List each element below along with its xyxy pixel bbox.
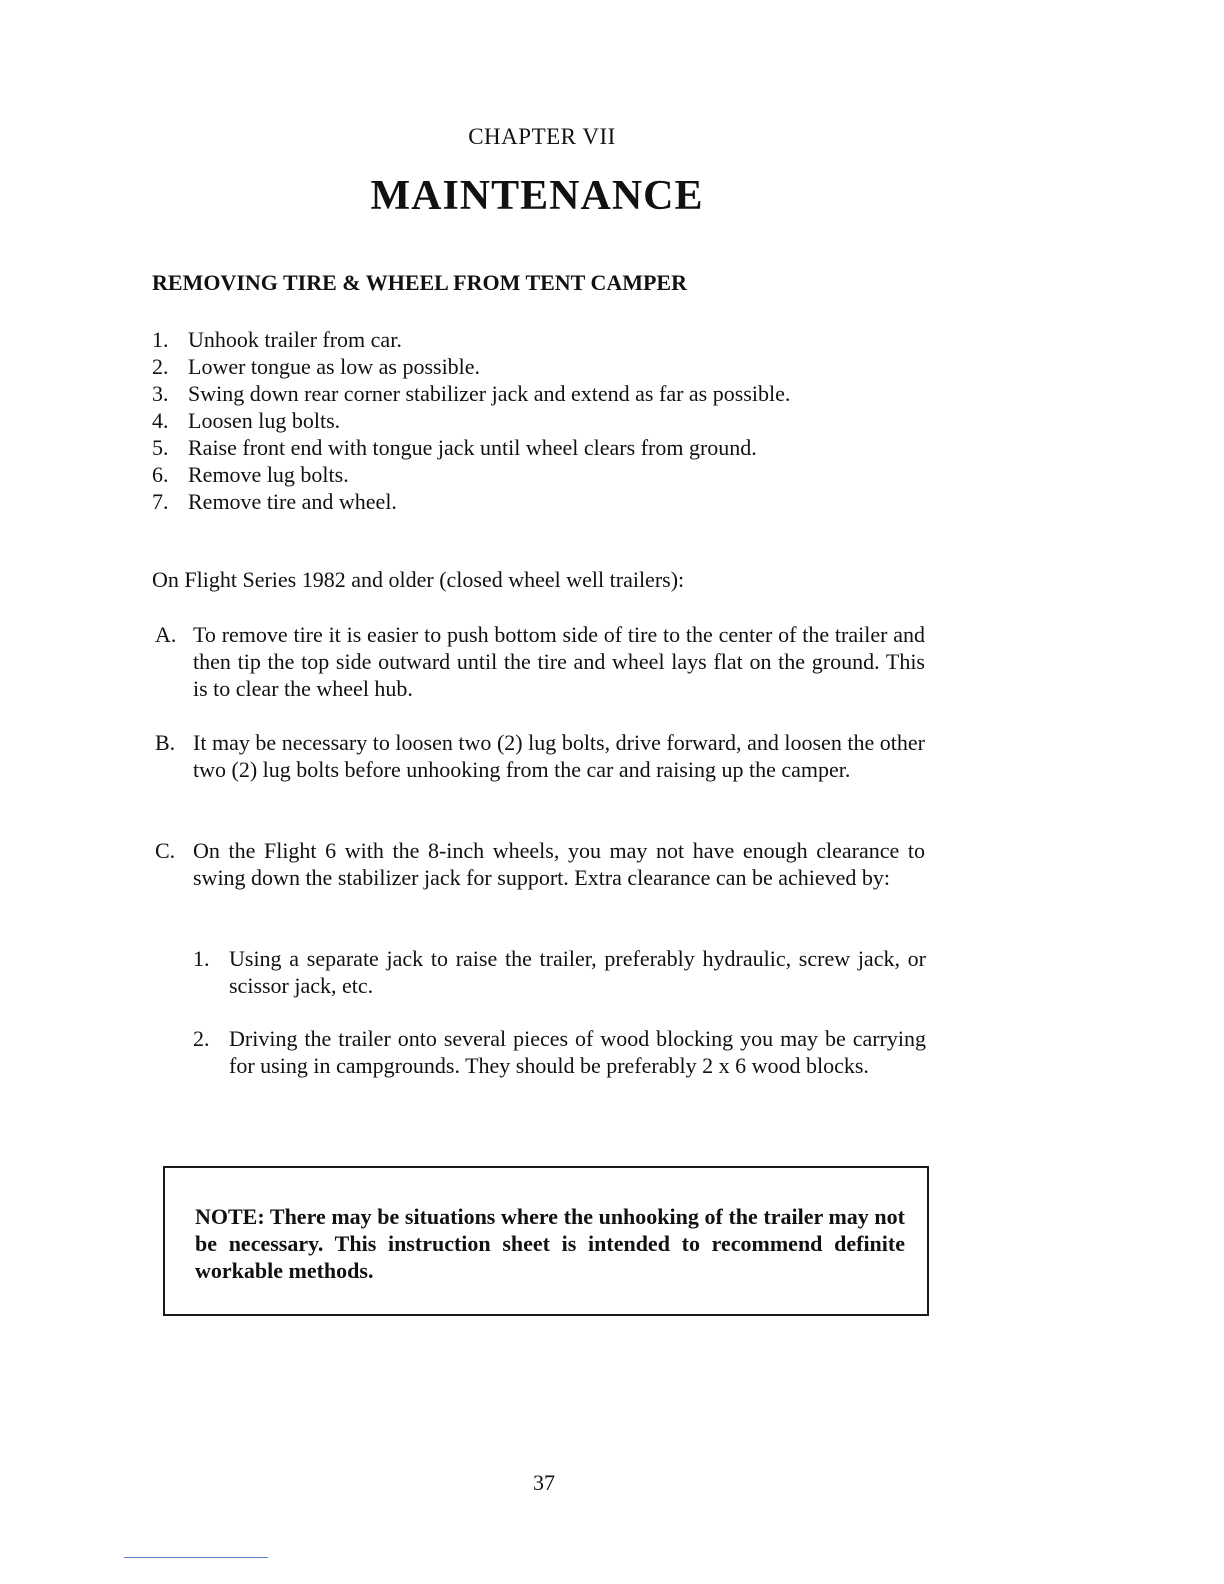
sub-item-text: Using a separate jack to raise the trailer, preferably hydraulic, screw jack, or scissor jack, etc.: [229, 946, 926, 998]
item-text: To remove tire it is easier to push bottom side of tire to the center of the trailer and then tip the top side outward until the tire and wheel lays flat on the ground. This is to clear the wheel hub.: [193, 622, 925, 701]
item-letter: B.: [155, 730, 176, 755]
sub-item-1: [193, 945, 926, 999]
step-number: 5.: [152, 435, 169, 460]
step-text: Swing down rear corner stabilizer jack and extend as far as possible.: [188, 381, 791, 406]
note-text: NOTE: There may be situations where the unhooking of the trailer may not be necessary. This instruction sheet is intended to recommend definite workable methods.: [195, 1204, 905, 1283]
sub-item-text: Driving the trailer onto several pieces of wood blocking you may be carrying for using in campgrounds. They should be preferably 2 x 6 wood blocks.: [229, 1026, 926, 1078]
steps-list: [152, 326, 926, 515]
page-number: 37: [533, 1470, 555, 1495]
lettered-item-b: [155, 729, 925, 783]
lettered-item-c: [155, 837, 925, 891]
section-heading: REMOVING TIRE & WHEEL FROM TENT CAMPER: [152, 270, 687, 295]
list-item: [152, 326, 926, 353]
step-text: Lower tongue as low as possible.: [188, 354, 481, 379]
step-text: Remove tire and wheel.: [188, 489, 397, 514]
footer-divider: [124, 1557, 268, 1558]
series-intro: On Flight Series 1982 and older (closed wheel well trailers):: [152, 567, 685, 592]
item-letter: A.: [155, 622, 177, 647]
step-number: 2.: [152, 354, 169, 379]
step-number: 3.: [152, 381, 169, 406]
list-item: [152, 353, 926, 380]
list-item: [152, 461, 926, 488]
step-number: 1.: [152, 327, 169, 352]
step-number: 6.: [152, 462, 169, 487]
item-text: It may be necessary to loosen two (2) lug bolts, drive forward, and loosen the other two (2) lug bolts before unhooking from the car and raising up the camper.: [193, 730, 925, 782]
sub-item-2: [193, 1025, 926, 1079]
list-item: [152, 488, 926, 515]
chapter-label: CHAPTER VII: [468, 124, 616, 149]
list-item: [152, 380, 926, 407]
page-title: MAINTENANCE: [370, 173, 704, 219]
step-number: 7.: [152, 489, 169, 514]
step-text: Remove lug bolts.: [188, 462, 349, 487]
lettered-item-a: [155, 621, 925, 702]
item-text: On the Flight 6 with the 8-inch wheels, you may not have enough clearance to swing down the stabilizer jack for support. Extra clearance can be achieved by:: [193, 838, 925, 890]
step-text: Raise front end with tongue jack until wheel clears from ground.: [188, 435, 757, 460]
step-number: 4.: [152, 408, 169, 433]
list-item: [152, 407, 926, 434]
step-text: Unhook trailer from car.: [188, 327, 402, 352]
step-text: Loosen lug bolts.: [188, 408, 341, 433]
item-letter: C.: [155, 838, 176, 863]
list-item: [152, 434, 926, 461]
sub-item-number: 2.: [193, 1026, 210, 1051]
sub-item-number: 1.: [193, 946, 210, 971]
